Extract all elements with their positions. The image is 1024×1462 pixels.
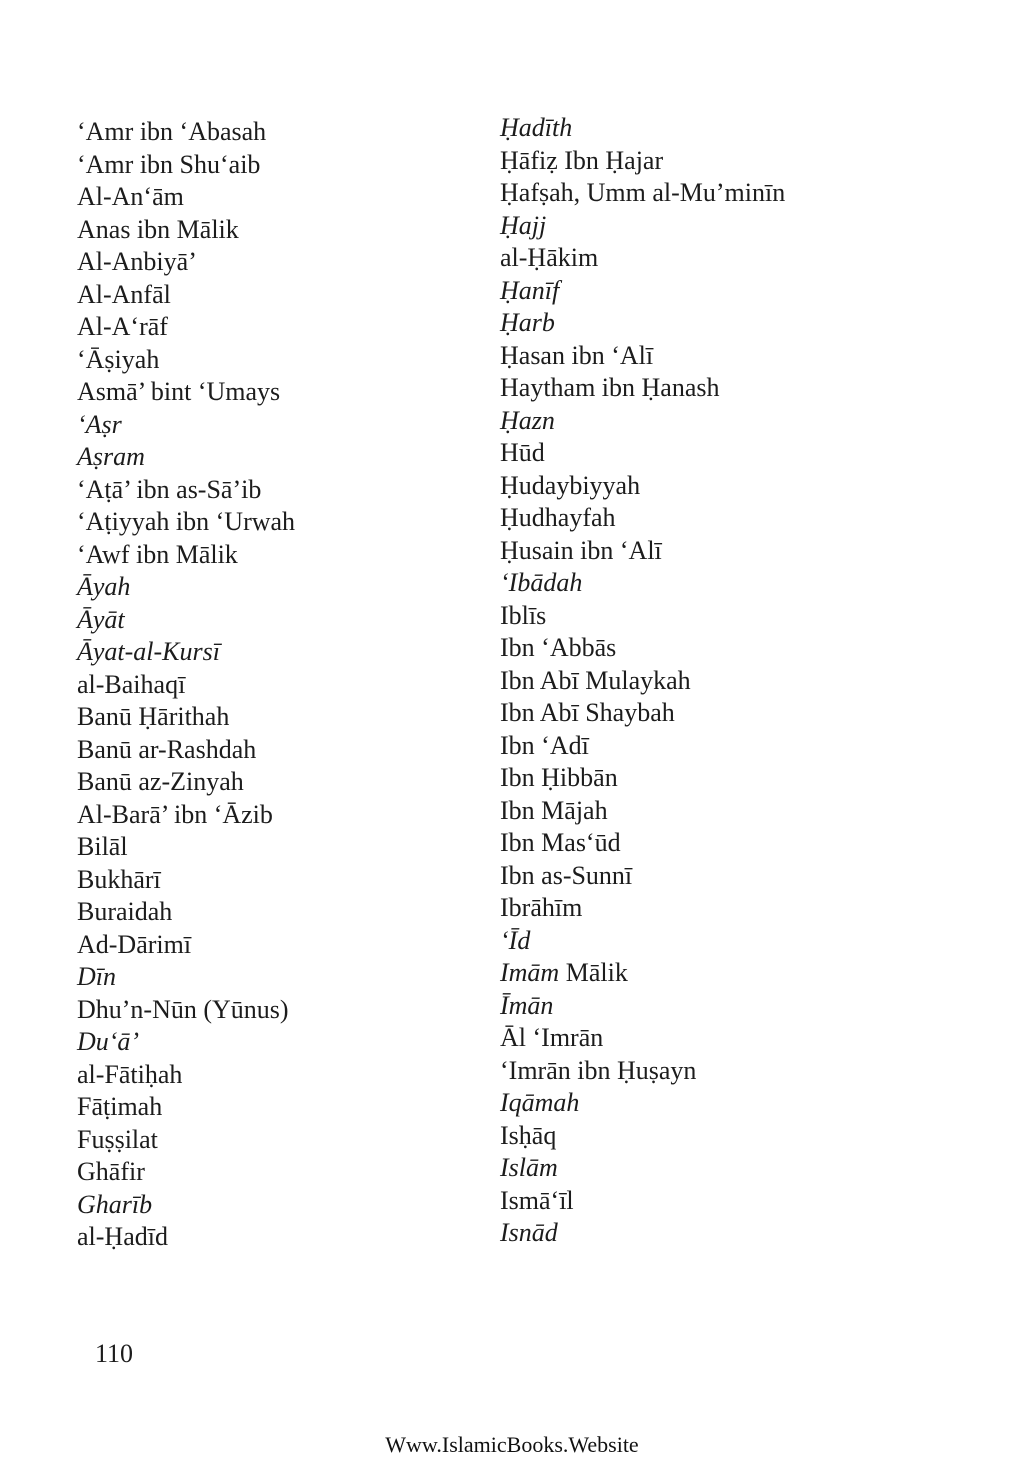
index-entry: Ḥarb — [500, 308, 555, 337]
index-entry: ‘Āṣiyah — [77, 344, 160, 374]
index-entry: ‘Imrān ibn Ḥuṣayn — [500, 1055, 697, 1085]
index-entry: Al-Anfāl — [77, 279, 171, 309]
index-entry: Ibn ‘Adī — [500, 730, 589, 760]
index-entry-italic-term: Imām — [500, 958, 560, 987]
index-entry: Āyat-al-Kursī — [77, 637, 220, 666]
footer-website: Www.IslamicBooks.Website — [385, 1432, 639, 1457]
index-entry: ‘Amr ibn ‘Abasah — [77, 117, 267, 146]
index-entry: Āyah — [77, 572, 131, 601]
index-entry-rest: Mālik — [559, 958, 628, 987]
index-entry: Dhu’n-Nūn (Yūnus) — [77, 994, 289, 1024]
index-column-right — [500, 112, 1000, 1250]
index-entry: Aṣram — [77, 442, 145, 471]
index-entry: Ḥasan ibn ‘Alī — [500, 340, 654, 370]
index-entry: ‘Ibādah — [500, 568, 583, 597]
index-entry: Banū ar-Rashdah — [77, 734, 257, 764]
index-entry: Bukhārī — [77, 864, 161, 894]
index-entry: Al-A‘rāf — [77, 312, 168, 341]
index-column-left — [77, 116, 477, 1254]
index-entry: Asmā’ bint ‘Umays — [77, 377, 281, 406]
index-entry: Ḥazn — [500, 405, 555, 435]
index-entry: ‘Īd — [500, 925, 531, 955]
index-entry: Āl ‘Imrān — [500, 1023, 604, 1052]
index-entry: Ibn Ḥibbān — [500, 763, 618, 792]
index-entry: Ḥadīth — [500, 113, 573, 142]
index-entry: Al-Barā’ ibn ‘Āzib — [77, 799, 273, 829]
index-entry: Ad-Dārimī — [77, 929, 192, 959]
index-entry: al-Ḥākim — [500, 243, 599, 272]
index-entry: Ibrāhīm — [500, 893, 583, 922]
index-entry: Isnād — [500, 1218, 558, 1247]
index-entry: Fāṭimah — [77, 1092, 163, 1121]
index-entry: ‘Aṭiyyah ibn ‘Urwah — [77, 507, 296, 536]
index-entry: Ḥudaybiyyah — [500, 470, 641, 500]
index-entry: Ibn Abī Mulaykah — [500, 665, 691, 695]
index-entry: Ḥāfiẓ Ibn Ḥajar — [500, 145, 664, 175]
index-entry: Ibn Mas‘ūd — [500, 828, 621, 857]
index-entry: Banū Ḥārithah — [77, 702, 230, 731]
index-entry: ‘Aṣr — [77, 409, 122, 439]
index-entry: Banū az-Zinyah — [77, 767, 244, 796]
index-entry: Iqāmah — [500, 1088, 580, 1117]
index-entry: Bilāl — [77, 832, 128, 861]
index-entry — [500, 957, 1000, 990]
index-entry: Dīn — [77, 962, 116, 991]
index-entry: Ghāfir — [77, 1157, 145, 1186]
index-entry: Gharīb — [77, 1189, 153, 1219]
index-entry: al-Baihaqī — [77, 669, 186, 699]
index-entry: Haytham ibn Ḥanash — [500, 373, 720, 402]
index-entry: Ibn ‘Abbās — [500, 633, 617, 662]
index-entry: Ḥanīf — [500, 275, 560, 305]
index-entry: Ibn Abī Shaybah — [500, 698, 675, 727]
index-entry: Al-Anbiyā’ — [77, 247, 197, 276]
index-entry: Al-An‘ām — [77, 182, 184, 211]
index-entry: Fuṣṣilat — [77, 1124, 158, 1154]
index-entry: Āyāt — [77, 604, 125, 634]
index-entry: Īmān — [500, 990, 554, 1020]
page-number: 110 — [95, 1339, 134, 1368]
index-entry: Anas ibn Mālik — [77, 214, 239, 244]
index-entry: Isḥāq — [500, 1120, 557, 1150]
index-entry: Du‘ā’ — [77, 1027, 140, 1056]
index-entry: al-Ḥadīd — [77, 1222, 168, 1251]
index-entry: Ibn Mājah — [500, 795, 608, 825]
index-entry: Ḥajj — [500, 210, 547, 240]
index-entry: Iblīs — [500, 600, 547, 630]
index-entry: ‘Amr ibn Shu‘aib — [77, 149, 261, 179]
index-entry: al-Fātiḥah — [77, 1059, 183, 1089]
index-entry: ‘Awf ibn Mālik — [77, 539, 238, 569]
index-entry: Ibn as-Sunnī — [500, 860, 633, 890]
index-entry: Buraidah — [77, 897, 173, 926]
index-entry: Ḥafṣah, Umm al-Mu’minīn — [500, 178, 786, 207]
index-entry: Hūd — [500, 438, 545, 467]
index-entry: Ismā‘īl — [500, 1185, 574, 1215]
index-entry: Islām — [500, 1153, 558, 1182]
index-entry: Ḥudhayfah — [500, 503, 616, 532]
index-entry: ‘Aṭā’ ibn as-Sā’ib — [77, 474, 262, 504]
index-entry: Ḥusain ibn ‘Alī — [500, 535, 662, 565]
